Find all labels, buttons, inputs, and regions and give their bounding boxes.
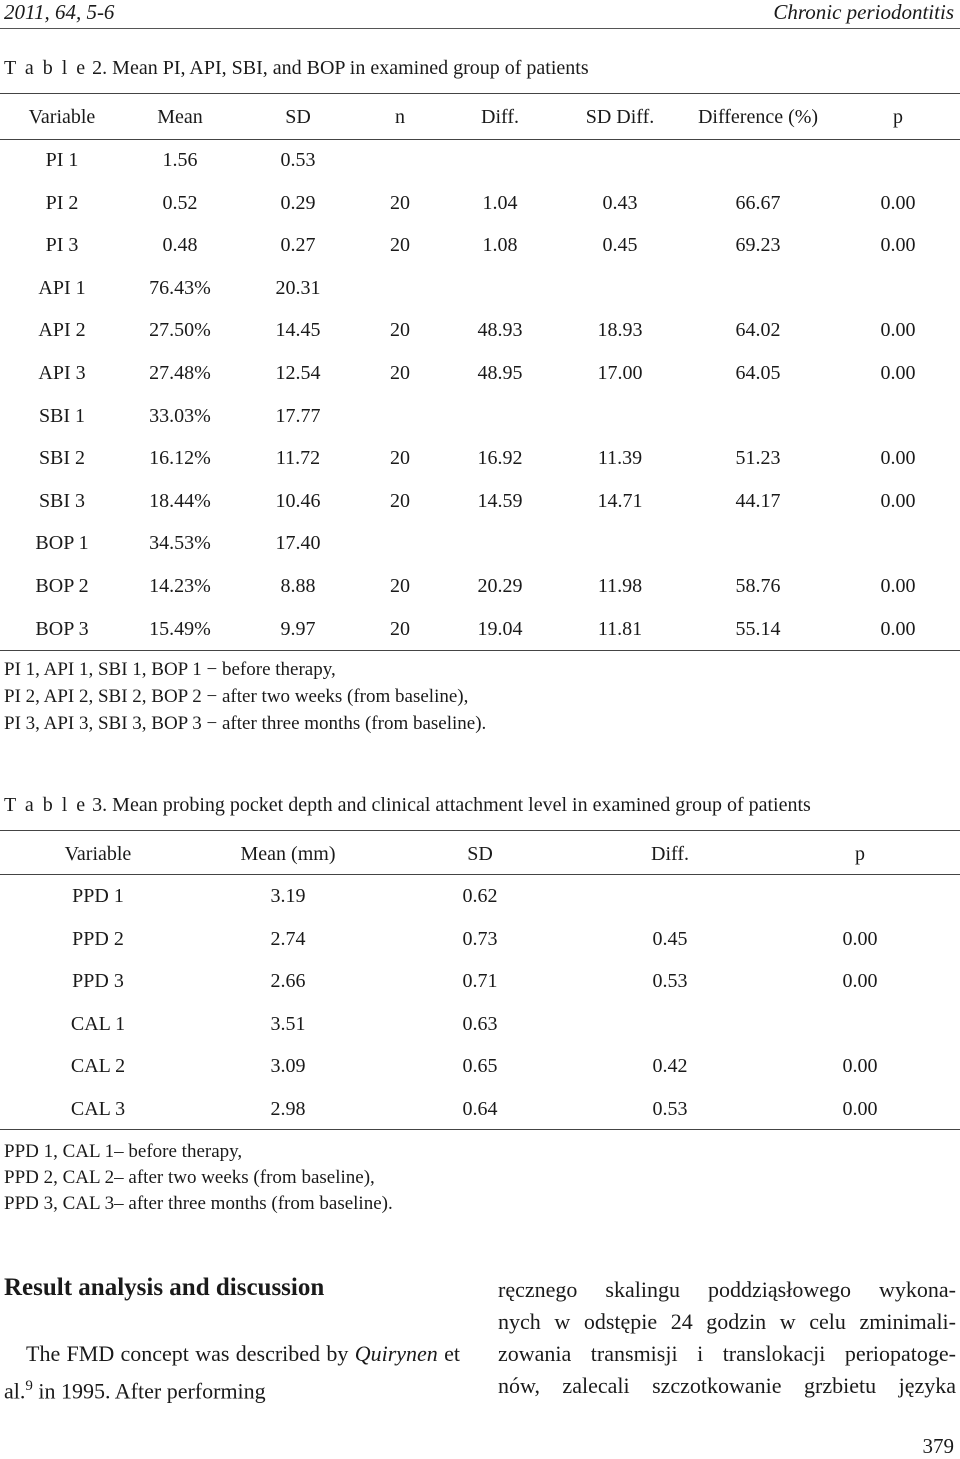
table3-cell: 0.73 [462, 927, 498, 950]
table3-cell: 2.66 [270, 970, 306, 992]
table2-cell: 20 [390, 617, 410, 640]
table2-cell: 16.92 [477, 447, 523, 470]
table2-cell: 18.93 [597, 319, 643, 342]
table2-cell: 0.27 [280, 234, 316, 257]
table2-cell: 0.29 [280, 191, 316, 214]
table3-header-rule [0, 874, 960, 875]
table2-cell: 14.71 [597, 489, 643, 512]
table2-header-rule [0, 139, 960, 140]
page-number: 379 [922, 1434, 954, 1458]
table2-cell: 20 [390, 191, 410, 214]
table2-cell: 20.29 [477, 575, 523, 597]
table2-column-header: SD [285, 106, 311, 128]
table2-cell: 17.00 [597, 362, 643, 384]
table2-row-label: BOP 1 [35, 532, 89, 555]
section-heading: Result analysis and discussion [4, 1274, 325, 1301]
table2-cell: 14.59 [477, 489, 523, 512]
table3-cell: 0.00 [842, 1055, 878, 1077]
table3-caption-text: . Mean probing pocket depth and clinical attachment level in examined group of patients [102, 794, 811, 816]
table2-cell: 20 [390, 575, 410, 597]
table2-cell: 20 [390, 319, 410, 342]
table2-cell: 11.81 [597, 617, 643, 640]
table3-cell: 0.71 [462, 970, 498, 992]
table2-cell: 14.23% [149, 575, 211, 597]
table3-row-label: PPD 3 [72, 970, 124, 992]
table2-note-3: PI 3, API 3, SBI 3, BOP 3 − after three months (from baseline). [4, 713, 487, 734]
table2-cell: 0.00 [880, 191, 916, 214]
table2-cell: 18.44% [149, 489, 211, 512]
table2-cell: 10.46 [275, 489, 321, 512]
table2-row-label: SBI 1 [38, 404, 86, 427]
table3-row-label: CAL 2 [70, 1055, 126, 1077]
table2-cell: 20.31 [275, 276, 321, 299]
table3-row-label: PPD 2 [72, 927, 124, 950]
table2-cell: 0.43 [602, 191, 638, 214]
table2-cell: 0.52 [162, 191, 198, 214]
right-line-3: zowania transmisji i translokacji periopatoge- [498, 1341, 956, 1366]
table3-cell: 0.62 [462, 885, 498, 907]
table2-cell: 27.48% [149, 362, 211, 384]
left-text-2: et al. [4, 1341, 461, 1404]
table2-cell: 0.53 [280, 149, 316, 171]
table2-cell: 11.98 [597, 575, 643, 597]
table3-row-label: CAL 1 [70, 1012, 126, 1035]
table2-cell: 66.67 [735, 191, 781, 214]
table2-cell: 34.53% [149, 532, 211, 555]
table2-row-label: PI 2 [45, 191, 79, 214]
table2-cell: 0.48 [162, 234, 198, 257]
table3-cell: 3.09 [270, 1055, 306, 1077]
left-text-1: The FMD concept was described by [26, 1341, 349, 1366]
table2-cell: 20 [390, 489, 410, 512]
table2-row-label: BOP 3 [35, 617, 89, 640]
table2-cell: 12.54 [275, 362, 321, 384]
table3-label: T a b l e [4, 794, 88, 816]
table3-column-header: Diff. [651, 843, 689, 865]
running-title: Chronic periodontitis [773, 0, 954, 24]
reference-number: 9 [25, 1378, 33, 1394]
table3-cell: 0.00 [842, 1097, 878, 1120]
table2-cell: 0.00 [880, 575, 916, 597]
table3-top-rule [0, 830, 960, 831]
table2-cell: 64.05 [735, 362, 781, 384]
table2-cell: 48.95 [477, 362, 523, 384]
running-header [0, 0, 960, 29]
table2-caption-text: . Mean PI, API, SBI, and BOP in examined group of patients [102, 57, 589, 79]
table2-column-header: Variable [28, 106, 96, 128]
table2-cell: 0.00 [880, 362, 916, 384]
table3-row-label: PPD 1 [72, 885, 124, 907]
table3-column-header: Mean (mm) [240, 843, 336, 865]
table3-cell: 0.00 [842, 927, 878, 950]
table2-row-label: PI 1 [45, 149, 79, 171]
table3-bottom-rule [0, 1129, 960, 1130]
table2-column-header: Mean [157, 106, 203, 128]
journal-issue: 2011, 64, 5-6 [4, 0, 115, 24]
table2-cell: 20 [390, 234, 410, 257]
table2-cell: 33.03% [149, 404, 211, 427]
table2-column-header: n [395, 106, 405, 128]
table2-cell: 1.56 [162, 149, 198, 171]
table2-row-label: SBI 2 [38, 447, 86, 470]
table3-cell: 2.98 [270, 1097, 306, 1120]
table2-caption [4, 57, 589, 80]
table3-column-header: p [855, 843, 865, 865]
table2-cell: 17.40 [275, 532, 321, 555]
table3-cell: 0.42 [652, 1055, 688, 1077]
table2-cell: 69.23 [735, 234, 781, 257]
table3-caption [4, 794, 811, 817]
table3-number: 3 [92, 794, 103, 816]
table2-cell: 0.00 [880, 447, 916, 470]
table2-column-header: p [893, 106, 903, 128]
table2-cell: 16.12% [149, 447, 211, 470]
table2-cell: 55.14 [735, 617, 781, 640]
table2-number: 2 [92, 57, 103, 79]
table3-cell: 0.65 [462, 1055, 498, 1077]
table3-cell: 0.53 [652, 1097, 688, 1120]
table3-cell: 0.53 [652, 970, 688, 992]
left-column-paragraph [4, 1338, 460, 1407]
table2-cell: 0.00 [880, 617, 916, 640]
table3-note-1: PPD 1, CAL 1– before therapy, [4, 1141, 243, 1162]
table2-bottom-rule [0, 650, 960, 651]
table2-cell: 51.23 [735, 447, 781, 470]
table2-top-rule [0, 93, 960, 94]
table3-note-2: PPD 2, CAL 2– after two weeks (from baseline), [4, 1167, 375, 1188]
table2-cell: 44.17 [735, 489, 781, 512]
table2-cell: 8.88 [280, 575, 316, 597]
table3-cell: 0.00 [842, 970, 878, 992]
table2-cell: 1.04 [482, 191, 518, 214]
table3-column-header: SD [467, 843, 493, 865]
right-line-1: ręcznego skalingu poddziąsłowego wykona- [498, 1277, 956, 1302]
table3-cell: 2.74 [270, 927, 306, 950]
left-text-3: in 1995. After performing [32, 1378, 266, 1404]
table2-cell: 20 [390, 362, 410, 384]
table2-cell: 0.45 [602, 234, 638, 257]
table2-column-header: SD Diff. [585, 106, 655, 128]
table2-cell: 0.00 [880, 319, 916, 342]
table2-cell: 48.93 [477, 319, 523, 342]
cited-author: Quirynen [354, 1341, 438, 1366]
table2-note-1: PI 1, API 1, SBI 1, BOP 1 − before therapy, [4, 659, 336, 680]
table2-cell: 0.00 [880, 489, 916, 512]
table2-row-label: BOP 2 [35, 575, 89, 597]
table3-cell: 3.51 [270, 1012, 306, 1035]
table3-note-3: PPD 3, CAL 3– after three months (from baseline). [4, 1193, 393, 1214]
table2-column-header: Diff. [481, 106, 519, 128]
table2-cell: 19.04 [477, 617, 523, 640]
table2-cell: 20 [390, 447, 410, 470]
table2-cell: 14.45 [275, 319, 321, 342]
table2-cell: 11.39 [597, 447, 643, 470]
table3-cell: 0.63 [462, 1012, 498, 1035]
table2-cell: 11.72 [275, 447, 321, 470]
right-line-4: nów, zalecali szczotkowanie grzbietu języka [498, 1373, 956, 1398]
table2-row-label: API 2 [38, 319, 86, 342]
table2-cell: 15.49% [149, 617, 211, 640]
table2-cell: 9.97 [280, 617, 316, 640]
table2-row-label: SBI 3 [38, 489, 86, 512]
table2-cell: 76.43% [149, 276, 211, 299]
table2-cell: 1.08 [482, 234, 518, 257]
table2-cell: 27.50% [149, 319, 211, 342]
table2-cell: 17.77 [275, 404, 321, 427]
right-line-2: nych w odstępie 24 godzin w celu zminimali- [498, 1309, 956, 1334]
table2-column-header: Difference (%) [697, 106, 819, 128]
table3-cell: 3.19 [270, 885, 306, 907]
table3-cell: 0.45 [652, 927, 688, 950]
table2-row-label: PI 3 [45, 234, 79, 257]
table2-note-2: PI 2, API 2, SBI 2, BOP 2 − after two weeks (from baseline), [4, 686, 469, 707]
table3-cell: 0.64 [462, 1097, 498, 1120]
table2-cell: 58.76 [735, 575, 781, 597]
table2-cell: 0.00 [880, 234, 916, 257]
table2-label: T a b l e [4, 57, 88, 79]
table2-cell: 64.02 [735, 319, 781, 342]
table2-row-label: API 1 [38, 276, 86, 299]
right-column-paragraph [498, 1274, 956, 1402]
table3-column-header: Variable [64, 843, 132, 865]
table2-row-label: API 3 [38, 362, 86, 384]
table3-row-label: CAL 3 [70, 1097, 126, 1120]
